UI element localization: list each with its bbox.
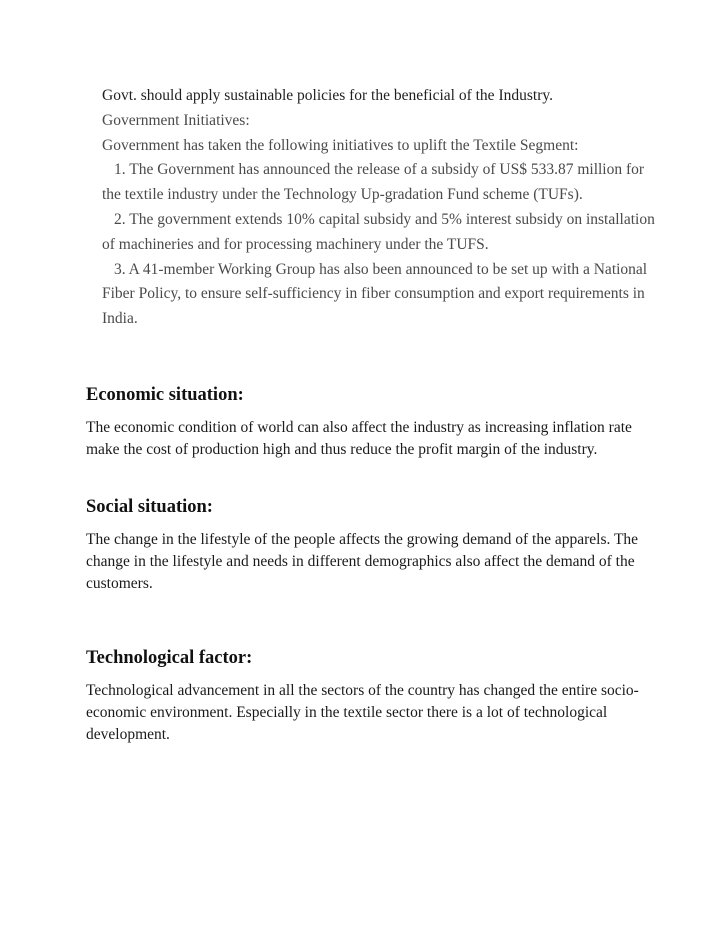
technological-section	[86, 646, 666, 747]
initiative-item-3	[102, 258, 662, 332]
social-heading: Social situation:	[86, 497, 213, 517]
initiative-item-3-text: A 41-member Working Group has also been announced to be set up with a National Fiber Policy, to ensure self-sufficiency in fiber consumption and export requirements in India.	[102, 260, 648, 328]
technological-heading: Technological factor:	[86, 648, 253, 668]
initiative-item-2	[102, 208, 662, 258]
economic-body: The economic condition of world can also affect the industry as increasing inflation rate make the cost of production high and thus reduce the profit margin of the industry.	[86, 419, 632, 459]
intro-line-initiatives-heading: Government Initiatives:	[102, 111, 250, 129]
initiative-item-1-text: The Government has announced the release of a subsidy of US$ 533.87 million for the textile industry under the Technology Up-gradation Fund scheme (TUFs).	[102, 161, 645, 204]
intro-block	[102, 84, 662, 332]
technological-body: Technological advancement in all the sectors of the country has changed the entire socio-economic environment. Especially in the textile sector there is a lot of technological development.	[86, 682, 639, 744]
initiative-item-1-number: 1.	[114, 161, 126, 179]
initiative-item-2-text: The government extends 10% capital subsidy and 5% interest subsidy on installation of machineries and for processing machinery under the TUFS.	[102, 210, 655, 253]
intro-line-initiatives-lead: Government has taken the following initiatives to uplift the Textile Segment:	[102, 136, 579, 154]
intro-line-policy: Govt. should apply sustainable policies for the beneficial of the Industry.	[102, 87, 553, 104]
initiative-item-2-number: 2.	[114, 210, 126, 228]
initiative-item-1	[102, 158, 662, 208]
economic-heading: Economic situation:	[86, 385, 244, 405]
social-body: The change in the lifestyle of the people affects the growing demand of the apparels. The change in the lifestyle and needs in different demographics also affect the demand of the customers.	[86, 531, 639, 593]
economic-section	[86, 383, 666, 461]
social-section	[86, 495, 666, 596]
initiative-item-3-number: 3.	[114, 260, 126, 278]
